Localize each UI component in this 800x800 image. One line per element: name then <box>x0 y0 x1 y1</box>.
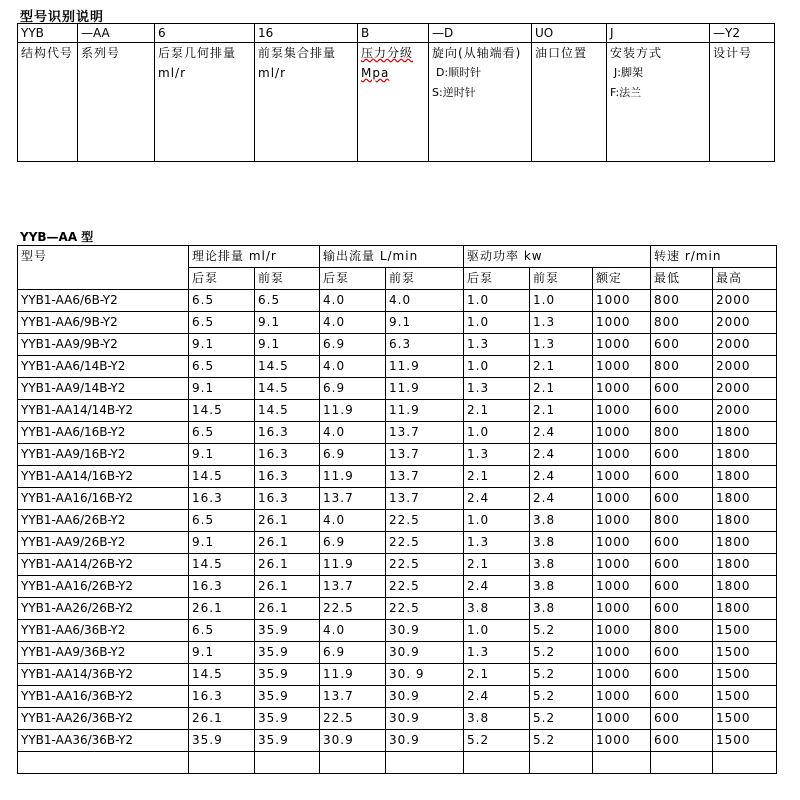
value-cell: 1.3 <box>530 334 593 356</box>
model-cell: YYB1-AA6/36B-Y2 <box>18 620 189 642</box>
table-row <box>18 664 777 686</box>
value-cell: 26.1 <box>255 554 320 576</box>
value-cell: 1.3 <box>464 444 530 466</box>
value-cell: 30.9 <box>386 642 464 664</box>
value-cell: 11.9 <box>320 400 386 422</box>
value-cell: 6.5 <box>189 356 255 378</box>
value-cell: 5.2 <box>530 730 593 752</box>
model-cell: YYB1-AA26/26B-Y2 <box>18 598 189 620</box>
value-cell: 16.3 <box>255 422 320 444</box>
table-row <box>18 312 777 334</box>
value-cell: 35.9 <box>255 708 320 730</box>
header-power: 驱动功率 kw <box>464 246 651 268</box>
value-cell: 1.0 <box>464 510 530 532</box>
value-cell: 1000 <box>593 598 651 620</box>
value-cell: 6.5 <box>189 620 255 642</box>
value-cell: 30.9 <box>320 730 386 752</box>
value-cell: 2.1 <box>530 356 593 378</box>
value-cell: 9.1 <box>386 312 464 334</box>
value-cell: 9.1 <box>189 444 255 466</box>
value-cell: 600 <box>651 378 713 400</box>
value-cell: 13.7 <box>386 422 464 444</box>
subheader-cell: 额定 <box>593 268 651 290</box>
value-cell: 4.0 <box>386 290 464 312</box>
model-cell: YYB1-AA6/16B-Y2 <box>18 422 189 444</box>
value-cell: 9.1 <box>255 312 320 334</box>
desc-text: 后泵几何排量 ml/r <box>158 46 237 80</box>
table-row <box>18 400 777 422</box>
value-cell: 14.5 <box>255 356 320 378</box>
value-cell: 11.9 <box>320 554 386 576</box>
value-cell: 1000 <box>593 488 651 510</box>
value-cell: 1500 <box>713 664 777 686</box>
value-cell: 2.4 <box>530 444 593 466</box>
value-cell: 30. 9 <box>386 664 464 686</box>
value-cell: 6.9 <box>320 378 386 400</box>
value-cell: 3.8 <box>530 598 593 620</box>
value-cell: 14.5 <box>189 466 255 488</box>
value-cell: 2.1 <box>530 400 593 422</box>
series-table-title: YYB—AA 型 <box>20 230 94 244</box>
subheader-cell: 前泵 <box>386 268 464 290</box>
code-cell: B <box>358 24 429 43</box>
table-row <box>18 510 777 532</box>
value-cell: 1800 <box>713 422 777 444</box>
table-row <box>18 532 777 554</box>
value-cell: 1500 <box>713 686 777 708</box>
value-cell: 800 <box>651 510 713 532</box>
value-cell: 5.2 <box>530 708 593 730</box>
value-cell: 30.9 <box>386 620 464 642</box>
value-cell: 1.3 <box>464 334 530 356</box>
model-cell <box>18 752 189 774</box>
value-cell: 30.9 <box>386 730 464 752</box>
value-cell: 1000 <box>593 510 651 532</box>
value-cell: 9.1 <box>255 334 320 356</box>
value-cell: 600 <box>651 576 713 598</box>
table-row <box>18 290 777 312</box>
value-cell: 9.1 <box>189 334 255 356</box>
value-cell: 35.9 <box>255 686 320 708</box>
desc-text: 安装方式 <box>610 46 663 60</box>
value-cell <box>255 752 320 774</box>
model-cell: YYB1-AA6/6B-Y2 <box>18 290 189 312</box>
desc-sub-clockwise: D:顺时针 <box>436 66 482 79</box>
value-cell: 1000 <box>593 664 651 686</box>
value-cell: 800 <box>651 312 713 334</box>
subheader-cell: 最高 <box>713 268 777 290</box>
value-cell <box>189 752 255 774</box>
value-cell: 26.1 <box>189 598 255 620</box>
value-cell: 2.4 <box>530 422 593 444</box>
model-identification-title: 型号识别说明 <box>20 10 105 25</box>
value-cell: 14.5 <box>189 554 255 576</box>
value-cell <box>320 752 386 774</box>
value-cell: 4.0 <box>320 620 386 642</box>
table-row <box>18 576 777 598</box>
value-cell: 16.3 <box>189 576 255 598</box>
table-row <box>18 334 777 356</box>
desc-sub-counterclockwise: S:逆时针 <box>432 86 476 99</box>
value-cell <box>464 752 530 774</box>
value-cell: 1000 <box>593 642 651 664</box>
value-cell: 5.2 <box>464 730 530 752</box>
value-cell: 1000 <box>593 730 651 752</box>
value-cell: 1000 <box>593 356 651 378</box>
desc-mounting <box>607 43 710 162</box>
value-cell: 1000 <box>593 686 651 708</box>
value-cell: 1500 <box>713 642 777 664</box>
subheader-cell: 前泵 <box>255 268 320 290</box>
value-cell: 6.5 <box>189 422 255 444</box>
value-cell: 600 <box>651 598 713 620</box>
model-cell: YYB1-AA36/36B-Y2 <box>18 730 189 752</box>
value-cell: 14.5 <box>255 378 320 400</box>
value-cell: 4.0 <box>320 422 386 444</box>
code-cell: 6 <box>155 24 255 43</box>
model-cell: YYB1-AA9/26B-Y2 <box>18 532 189 554</box>
value-cell: 2000 <box>713 312 777 334</box>
value-cell: 600 <box>651 642 713 664</box>
value-cell: 26.1 <box>255 510 320 532</box>
value-cell: 600 <box>651 334 713 356</box>
table-row <box>18 620 777 642</box>
code-cell: YYB <box>18 24 78 43</box>
value-cell: 5.2 <box>530 642 593 664</box>
value-cell: 13.7 <box>386 466 464 488</box>
value-cell: 1.3 <box>530 312 593 334</box>
value-cell: 1000 <box>593 620 651 642</box>
model-cell: YYB1-AA14/26B-Y2 <box>18 554 189 576</box>
desc-rotation <box>429 43 532 162</box>
value-cell: 1.3 <box>464 532 530 554</box>
value-cell: 22.5 <box>320 598 386 620</box>
subheader-cell: 最低 <box>651 268 713 290</box>
desc-pressure-grade <box>358 43 429 162</box>
header-displacement: 理论排量 ml/r <box>189 246 320 268</box>
desc-sub-flange: F:法兰 <box>610 86 642 99</box>
value-cell: 1000 <box>593 290 651 312</box>
code-cell: —D <box>429 24 532 43</box>
table-row <box>18 598 777 620</box>
value-cell: 600 <box>651 686 713 708</box>
model-cell: YYB1-AA9/36B-Y2 <box>18 642 189 664</box>
value-cell <box>651 752 713 774</box>
value-cell: 26.1 <box>189 708 255 730</box>
value-cell: 3.8 <box>530 532 593 554</box>
value-cell <box>386 752 464 774</box>
value-cell: 22.5 <box>386 576 464 598</box>
value-cell: 11.9 <box>386 378 464 400</box>
model-cell: YYB1-AA9/14B-Y2 <box>18 378 189 400</box>
value-cell: 1000 <box>593 466 651 488</box>
value-cell: 1000 <box>593 378 651 400</box>
value-cell: 1800 <box>713 532 777 554</box>
desc-sub-foot: J:脚架 <box>614 66 643 79</box>
value-cell: 1800 <box>713 488 777 510</box>
value-cell: 2000 <box>713 356 777 378</box>
value-cell: 1800 <box>713 444 777 466</box>
subheader-cell: 后泵 <box>464 268 530 290</box>
value-cell: 1000 <box>593 444 651 466</box>
value-cell: 1.0 <box>464 290 530 312</box>
desc-text: 系列号 <box>81 46 121 60</box>
value-cell <box>530 752 593 774</box>
header-row <box>18 246 777 268</box>
table-row <box>18 378 777 400</box>
value-cell: 9.1 <box>189 532 255 554</box>
value-cell: 13.7 <box>320 686 386 708</box>
value-cell: 26.1 <box>255 532 320 554</box>
desc-text: 油口位置 <box>535 46 588 60</box>
value-cell: 6.9 <box>320 334 386 356</box>
value-cell: 800 <box>651 422 713 444</box>
table-row <box>18 730 777 752</box>
desc-series <box>78 43 155 162</box>
desc-text: 旋向(从轴端看) <box>432 46 522 60</box>
value-cell: 600 <box>651 466 713 488</box>
model-cell: YYB1-AA14/36B-Y2 <box>18 664 189 686</box>
table-row <box>18 642 777 664</box>
value-cell: 14.5 <box>255 400 320 422</box>
desc-front-displacement <box>255 43 358 162</box>
value-cell: 800 <box>651 620 713 642</box>
subheader-cell: 前泵 <box>530 268 593 290</box>
header-flow: 输出流量 L/min <box>320 246 464 268</box>
value-cell: 2.4 <box>530 488 593 510</box>
value-cell: 6.5 <box>189 290 255 312</box>
value-cell: 1800 <box>713 554 777 576</box>
value-cell: 22.5 <box>386 598 464 620</box>
subheader-cell: 后泵 <box>320 268 386 290</box>
value-cell: 5.2 <box>530 664 593 686</box>
value-cell: 30.9 <box>386 686 464 708</box>
value-cell: 1000 <box>593 532 651 554</box>
value-cell: 600 <box>651 730 713 752</box>
value-cell: 1000 <box>593 334 651 356</box>
value-cell: 3.8 <box>530 576 593 598</box>
subheader-cell: 后泵 <box>189 268 255 290</box>
value-cell: 600 <box>651 554 713 576</box>
value-cell: 13.7 <box>320 576 386 598</box>
value-cell: 4.0 <box>320 312 386 334</box>
code-cell: 16 <box>255 24 358 43</box>
value-cell: 1800 <box>713 576 777 598</box>
table-row <box>18 752 777 774</box>
value-cell: 2.4 <box>530 466 593 488</box>
value-cell: 3.8 <box>464 708 530 730</box>
header-speed: 转速 r/min <box>651 246 777 268</box>
value-cell: 1.3 <box>464 378 530 400</box>
value-cell: 11.9 <box>320 466 386 488</box>
value-cell: 35.9 <box>255 664 320 686</box>
value-cell: 22.5 <box>386 554 464 576</box>
value-cell: 6.3 <box>386 334 464 356</box>
value-cell: 14.5 <box>189 400 255 422</box>
value-cell: 35.9 <box>255 642 320 664</box>
model-cell: YYB1-AA6/14B-Y2 <box>18 356 189 378</box>
desc-structure-code <box>18 43 78 162</box>
table-row <box>18 686 777 708</box>
description-row <box>18 43 775 162</box>
table-row <box>18 356 777 378</box>
value-cell: 2000 <box>713 334 777 356</box>
desc-text: 设计号 <box>713 46 753 60</box>
value-cell: 16.3 <box>255 444 320 466</box>
value-cell: 13.7 <box>320 488 386 510</box>
value-cell: 600 <box>651 708 713 730</box>
model-cell: YYB1-AA16/26B-Y2 <box>18 576 189 598</box>
value-cell: 1.0 <box>464 356 530 378</box>
value-cell: 13.7 <box>386 444 464 466</box>
value-cell: 600 <box>651 488 713 510</box>
value-cell: 1000 <box>593 312 651 334</box>
value-cell: 9.1 <box>189 378 255 400</box>
specification-table <box>17 245 777 774</box>
value-cell: 26.1 <box>255 598 320 620</box>
header-model: 型号 <box>18 246 189 290</box>
value-cell: 600 <box>651 400 713 422</box>
value-cell: 2000 <box>713 378 777 400</box>
value-cell: 35.9 <box>255 730 320 752</box>
value-cell: 3.8 <box>530 554 593 576</box>
value-cell: 1000 <box>593 576 651 598</box>
model-cell: YYB1-AA6/9B-Y2 <box>18 312 189 334</box>
value-cell: 4.0 <box>320 290 386 312</box>
value-cell: 2.1 <box>464 664 530 686</box>
value-cell: 11.9 <box>386 400 464 422</box>
value-cell: 1500 <box>713 620 777 642</box>
value-cell: 1.3 <box>464 642 530 664</box>
value-cell: 1800 <box>713 510 777 532</box>
value-cell: 600 <box>651 532 713 554</box>
value-cell: 22.5 <box>386 532 464 554</box>
value-cell: 3.8 <box>464 598 530 620</box>
value-cell: 2000 <box>713 400 777 422</box>
code-cell: —AA <box>78 24 155 43</box>
value-cell: 1500 <box>713 708 777 730</box>
code-cell: UO <box>532 24 607 43</box>
value-cell: 13.7 <box>386 488 464 510</box>
value-cell: 2.1 <box>530 378 593 400</box>
desc-text: 结构代号 <box>21 46 74 60</box>
value-cell: 6.9 <box>320 444 386 466</box>
model-cell: YYB1-AA16/16B-Y2 <box>18 488 189 510</box>
table-row <box>18 422 777 444</box>
value-cell: 35.9 <box>255 620 320 642</box>
value-cell: 600 <box>651 444 713 466</box>
value-cell: 1.0 <box>464 422 530 444</box>
value-cell: 2.1 <box>464 466 530 488</box>
model-code-table <box>17 23 775 162</box>
value-cell: 16.3 <box>189 488 255 510</box>
code-cell: J <box>607 24 710 43</box>
value-cell: 5.2 <box>530 620 593 642</box>
value-cell <box>713 752 777 774</box>
value-cell: 2.1 <box>464 400 530 422</box>
code-row <box>18 24 775 43</box>
value-cell: 6.9 <box>320 642 386 664</box>
desc-rear-displacement <box>155 43 255 162</box>
value-cell: 1.0 <box>464 312 530 334</box>
table-row <box>18 466 777 488</box>
value-cell: 6.9 <box>320 532 386 554</box>
value-cell: 2.1 <box>464 554 530 576</box>
value-cell: 1.0 <box>464 620 530 642</box>
desc-text: 压力分级Mpa <box>361 46 414 80</box>
model-cell: YYB1-AA14/14B-Y2 <box>18 400 189 422</box>
value-cell: 16.3 <box>255 488 320 510</box>
value-cell: 1000 <box>593 708 651 730</box>
value-cell: 30.9 <box>386 708 464 730</box>
value-cell: 16.3 <box>255 466 320 488</box>
value-cell: 22.5 <box>386 510 464 532</box>
value-cell: 4.0 <box>320 510 386 532</box>
value-cell: 800 <box>651 356 713 378</box>
value-cell: 6.5 <box>189 510 255 532</box>
value-cell: 2.4 <box>464 576 530 598</box>
value-cell: 2.4 <box>464 686 530 708</box>
model-cell: YYB1-AA26/36B-Y2 <box>18 708 189 730</box>
value-cell: 5.2 <box>530 686 593 708</box>
value-cell: 600 <box>651 664 713 686</box>
value-cell: 1800 <box>713 598 777 620</box>
value-cell: 800 <box>651 290 713 312</box>
table-row <box>18 708 777 730</box>
value-cell: 4.0 <box>320 356 386 378</box>
value-cell: 1500 <box>713 730 777 752</box>
value-cell: 6.5 <box>189 312 255 334</box>
value-cell <box>593 752 651 774</box>
model-cell: YYB1-AA9/16B-Y2 <box>18 444 189 466</box>
model-cell: YYB1-AA16/36B-Y2 <box>18 686 189 708</box>
value-cell: 3.8 <box>530 510 593 532</box>
value-cell: 11.9 <box>320 664 386 686</box>
value-cell: 2000 <box>713 290 777 312</box>
value-cell: 26.1 <box>255 576 320 598</box>
value-cell: 14.5 <box>189 664 255 686</box>
desc-port-position <box>532 43 607 162</box>
value-cell: 2.4 <box>464 488 530 510</box>
value-cell: 1000 <box>593 554 651 576</box>
value-cell: 35.9 <box>189 730 255 752</box>
value-cell: 1.0 <box>530 290 593 312</box>
desc-design-number <box>710 43 775 162</box>
model-cell: YYB1-AA6/26B-Y2 <box>18 510 189 532</box>
table-row <box>18 554 777 576</box>
value-cell: 11.9 <box>386 356 464 378</box>
table-row <box>18 488 777 510</box>
model-cell: YYB1-AA9/9B-Y2 <box>18 334 189 356</box>
value-cell: 1000 <box>593 400 651 422</box>
value-cell: 16.3 <box>189 686 255 708</box>
table-row <box>18 444 777 466</box>
code-cell: —Y2 <box>710 24 775 43</box>
value-cell: 6.5 <box>255 290 320 312</box>
desc-text: 前泵集合排量 ml/r <box>258 46 337 80</box>
value-cell: 9.1 <box>189 642 255 664</box>
value-cell: 1000 <box>593 422 651 444</box>
value-cell: 22.5 <box>320 708 386 730</box>
value-cell: 1800 <box>713 466 777 488</box>
model-cell: YYB1-AA14/16B-Y2 <box>18 466 189 488</box>
